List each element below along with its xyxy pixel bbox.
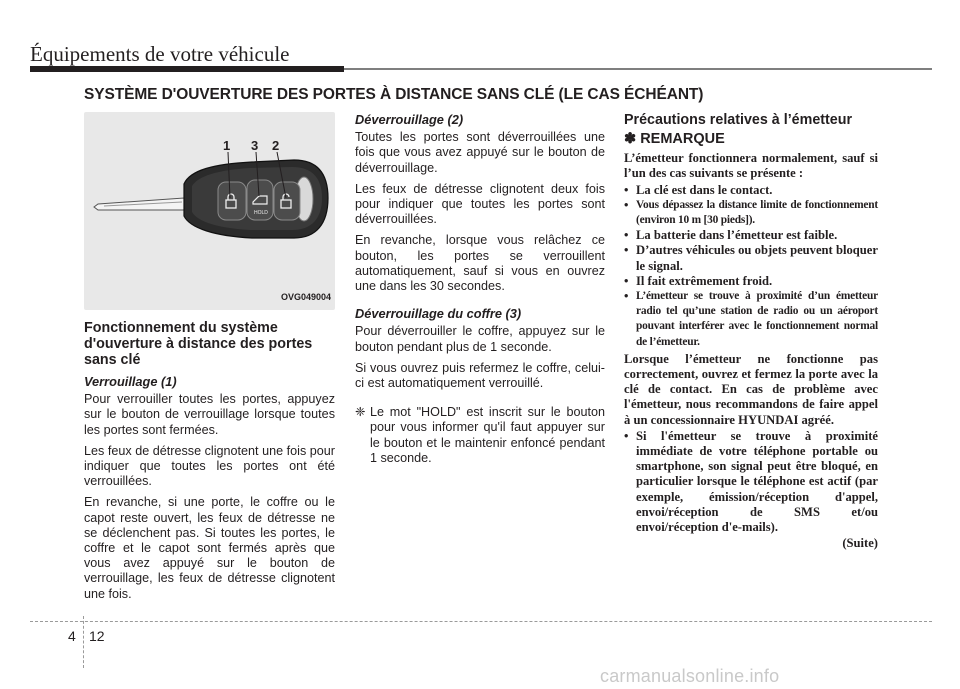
list-item <box>624 274 878 289</box>
bullet-icon: • <box>624 228 629 243</box>
unlock-paragraph-1: Toutes les portes sont déverrouillées une fois que vous avez appuyé sur le bouton de déverrouillage. <box>355 130 605 175</box>
lock-subheading: Verrouillage (1) <box>84 374 177 389</box>
lock-paragraph-2: Les feux de détresse clignotent une fois pour indiquer que toutes les portes ont été verrouillées. <box>84 443 335 489</box>
bullet-icon: • <box>624 197 629 212</box>
column-1 <box>84 112 335 608</box>
callout-3: 3 <box>251 138 259 153</box>
bullet-text: D’autres véhicules ou objets peuvent bloquer le signal. <box>636 243 878 273</box>
bullet-text: Si l'émetteur se trouve à proximité immédiate de votre téléphone portable ou smartphone, son signal peut être bloqué, en particulier lorsque le téléphone est actif (par exemple, émission/réception d'appel, envoi/réception de SMS et/ou envoi/réception d'e-mails). <box>636 428 878 535</box>
svg-text:HOLD: HOLD <box>254 210 268 216</box>
precautions-heading: Précautions relatives à l’émetteur <box>624 112 853 128</box>
list-item <box>624 198 878 228</box>
bullet-icon: • <box>624 182 629 197</box>
column-2 <box>355 112 605 466</box>
bullet-icon: • <box>624 428 629 443</box>
list-item <box>624 183 878 198</box>
watermark: carmanualsonline.info <box>600 666 780 686</box>
unlock-paragraph-2: Les feux de détresse clignotent deux fois pour indiquer que toutes les portes sont déverrouillées. <box>355 181 605 227</box>
note-symbol: ❈ <box>355 405 366 420</box>
unlock-paragraph-3: En revanche, lorsque vous relâchez ce bouton, les portes se verrouillent automatiquement, sauf si vous en ouvrez une dans les 30 secondes. <box>355 233 605 294</box>
key-fob-figure <box>84 112 335 310</box>
hold-note-text: Le mot "HOLD" est inscrit sur le bouton pour vous informer qu'il faut appuyer sur le bouton et le maintenir enfoncé pendant 1 seconde. <box>370 405 605 465</box>
remark-title <box>624 132 878 147</box>
bullet-icon: • <box>624 289 629 304</box>
page-header: Équipements de votre véhicule <box>30 42 290 66</box>
bullet-text: La clé est dans le contact. <box>636 182 773 197</box>
key-fob-illustration <box>84 112 335 310</box>
footer-rule <box>30 621 932 622</box>
hold-note <box>355 405 605 466</box>
bullet-text: La batterie dans l’émetteur est faible. <box>636 228 838 243</box>
bullet-icon: • <box>624 243 629 258</box>
lock-paragraph-3: En revanche, si une porte, le coffre ou le capot reste ouvert, les feux de détresse ne se déclenchent pas. Si toutes les portes, le coffre et le capot sont fermés après que vous avez appuyé sur le bouton de verrouillage, les feux de détresse clignotent une fois. <box>84 495 335 601</box>
remark-label: REMARQUE <box>640 131 725 147</box>
list-item <box>624 243 878 273</box>
header-rule-accent <box>30 66 344 72</box>
list-item <box>624 228 878 243</box>
unlock-subheading: Déverrouillage (2) <box>355 112 464 127</box>
remote-operation-heading: Fonctionnement du système d'ouverture à distance des portes sans clé <box>84 320 313 368</box>
trunk-unlock-subheading: Déverrouillage du coffre (3) <box>355 306 522 322</box>
trunk-paragraph-2: Si vous ouvrez puis refermez le coffre, celui-ci est automatiquement verrouillé. <box>355 360 605 391</box>
trunk-paragraph-1: Pour déverrouiller le coffre, appuyez sur le bouton pendant plus de 1 seconde. <box>355 324 605 354</box>
page-number: 12 <box>89 628 105 644</box>
remark-intro: L’émetteur fonctionnera normalement, sauf si l’un des cas suivants se présente : <box>624 151 878 181</box>
remark-paragraph: Lorsque l’émetteur ne fonctionne pas correctement, ouvrez et fermez la porte avec la clé de contact. En cas de problème avec l'émetteur, nous recommandons de faire appel à un concessionnaire HYUNDAI agréé. <box>624 351 878 427</box>
remark-icon: ✽ <box>624 131 637 147</box>
section-title: SYSTÈME D'OUVERTURE DES PORTES À DISTANCE SANS CLÉ (LE CAS ÉCHÉANT) <box>84 86 704 103</box>
bullet-text: L’émetteur se trouve à proximité d’un émetteur radio tel qu’une station de radio ou un aéroport pouvant interférer avec le fonctionnement normal de l’émetteur. <box>636 290 878 348</box>
footer-divider <box>83 616 84 668</box>
callout-2: 2 <box>272 138 280 153</box>
bullet-icon: • <box>624 273 629 288</box>
chapter-number: 4 <box>68 628 76 644</box>
bullet-text: Il fait extrêmement froid. <box>636 273 773 288</box>
column-3 <box>624 112 878 551</box>
list-item <box>624 429 878 535</box>
continued-label: (Suite) <box>842 536 878 551</box>
figure-code: OVG049004 <box>280 291 331 302</box>
lock-paragraph-1: Pour verrouiller toutes les portes, appuyez sur le bouton de verrouillage lorsque toutes les portes sont fermées. <box>84 392 335 437</box>
remark-body <box>624 151 878 551</box>
bullet-text: Vous dépassez la distance limite de fonctionnement (environ 10 m [30 pieds]). <box>636 198 878 227</box>
list-item <box>624 289 878 350</box>
callout-1: 1 <box>223 138 231 153</box>
